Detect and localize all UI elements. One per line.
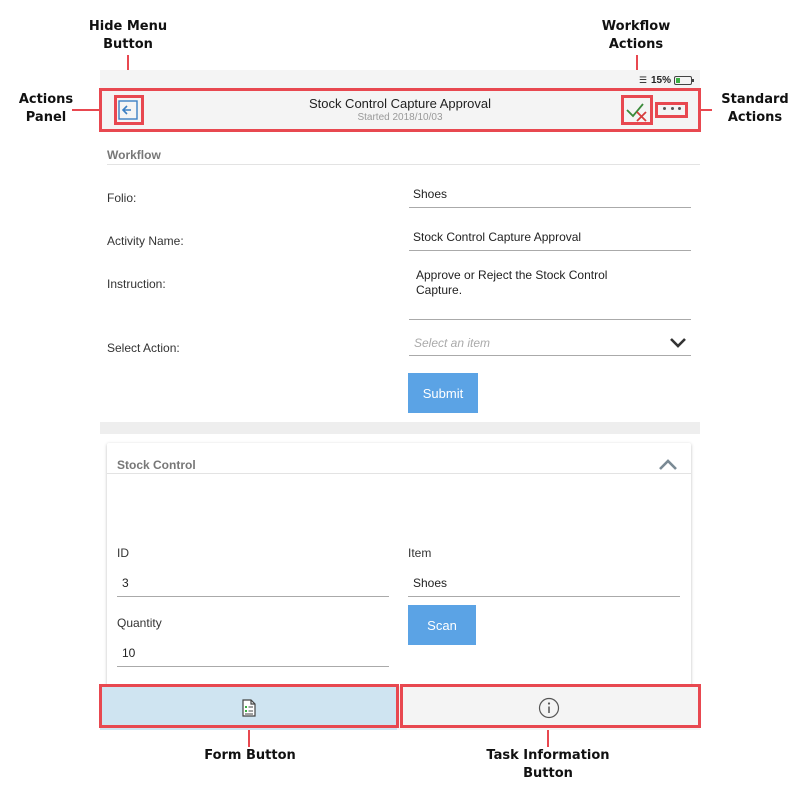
bottom-tab-bar bbox=[100, 686, 700, 730]
id-field[interactable]: 3 bbox=[117, 576, 389, 597]
instruction-text: Approve or Reject the Stock Control bbox=[416, 268, 608, 282]
actions-panel bbox=[100, 90, 700, 130]
callout-form-button bbox=[180, 747, 320, 765]
section-separator bbox=[100, 422, 700, 434]
status-bar bbox=[100, 70, 700, 90]
submit-button[interactable]: Submit bbox=[408, 373, 478, 413]
task-information-button[interactable] bbox=[397, 686, 700, 730]
folio-label: Folio: bbox=[107, 191, 137, 205]
check-cross-icon bbox=[624, 98, 650, 124]
quantity-field[interactable]: 10 bbox=[117, 646, 389, 667]
form-document-icon bbox=[241, 699, 257, 717]
battery-percentage: 15% bbox=[650, 74, 671, 86]
callout-line bbox=[72, 109, 100, 111]
callout-line bbox=[248, 727, 250, 747]
more-dots-icon bbox=[663, 107, 666, 110]
id-label: ID bbox=[117, 546, 129, 560]
stock-control-card bbox=[107, 443, 691, 693]
chevron-down-icon bbox=[669, 337, 687, 349]
select-action-dropdown[interactable] bbox=[409, 334, 691, 356]
callout-text: Actions bbox=[608, 37, 664, 52]
callout-text: Actions bbox=[727, 110, 783, 125]
activity-name-field[interactable]: Stock Control Capture Approval bbox=[409, 230, 691, 251]
item-label: Item bbox=[408, 546, 432, 560]
chevron-up-icon[interactable] bbox=[658, 459, 678, 471]
callout-hide-menu-button bbox=[78, 18, 178, 54]
quantity-label: Quantity bbox=[117, 616, 162, 630]
divider bbox=[107, 164, 700, 165]
item-field[interactable]: Shoes bbox=[408, 576, 680, 597]
wifi-icon: ☰ bbox=[638, 74, 647, 85]
activity-name-label: Activity Name: bbox=[107, 234, 184, 248]
select-action-placeholder: Select an item bbox=[414, 336, 491, 350]
workflow-section-title: Workflow bbox=[107, 148, 161, 162]
page-title: Stock Control Capture Approval bbox=[308, 96, 492, 111]
callout-text: Button bbox=[103, 37, 153, 52]
divider bbox=[107, 473, 691, 474]
callout-text: Panel bbox=[25, 110, 67, 125]
info-circle-icon bbox=[538, 697, 560, 719]
instruction-text: Capture. bbox=[416, 283, 463, 297]
callout-text: Form Button bbox=[204, 748, 296, 763]
device-screen bbox=[100, 70, 700, 730]
form-button[interactable] bbox=[100, 686, 397, 730]
callout-standard-actions bbox=[712, 91, 798, 127]
page-subtitle: Started 2018/10/03 bbox=[357, 112, 443, 123]
callout-line bbox=[547, 727, 549, 747]
more-dots-icon bbox=[678, 107, 681, 110]
callout-task-information-button bbox=[468, 747, 628, 783]
callout-text: Button bbox=[523, 766, 573, 781]
callout-text: Actions bbox=[18, 92, 74, 107]
scan-button[interactable]: Scan bbox=[408, 605, 476, 645]
callout-text: Task Information bbox=[486, 748, 610, 763]
more-dots-icon bbox=[671, 107, 674, 110]
workflow-actions-button[interactable] bbox=[624, 98, 650, 124]
callout-text: Hide Menu bbox=[88, 19, 168, 34]
stock-control-section-title: Stock Control bbox=[117, 458, 196, 472]
instruction-field bbox=[409, 268, 691, 320]
standard-actions-button[interactable] bbox=[660, 102, 684, 114]
callout-text: Workflow bbox=[601, 19, 671, 34]
callout-workflow-actions bbox=[586, 18, 686, 54]
battery-icon bbox=[674, 76, 692, 85]
instruction-label: Instruction: bbox=[107, 277, 166, 291]
select-action-label: Select Action: bbox=[107, 341, 180, 355]
folio-field[interactable]: Shoes bbox=[409, 187, 691, 208]
callout-text: Standard bbox=[721, 92, 789, 107]
